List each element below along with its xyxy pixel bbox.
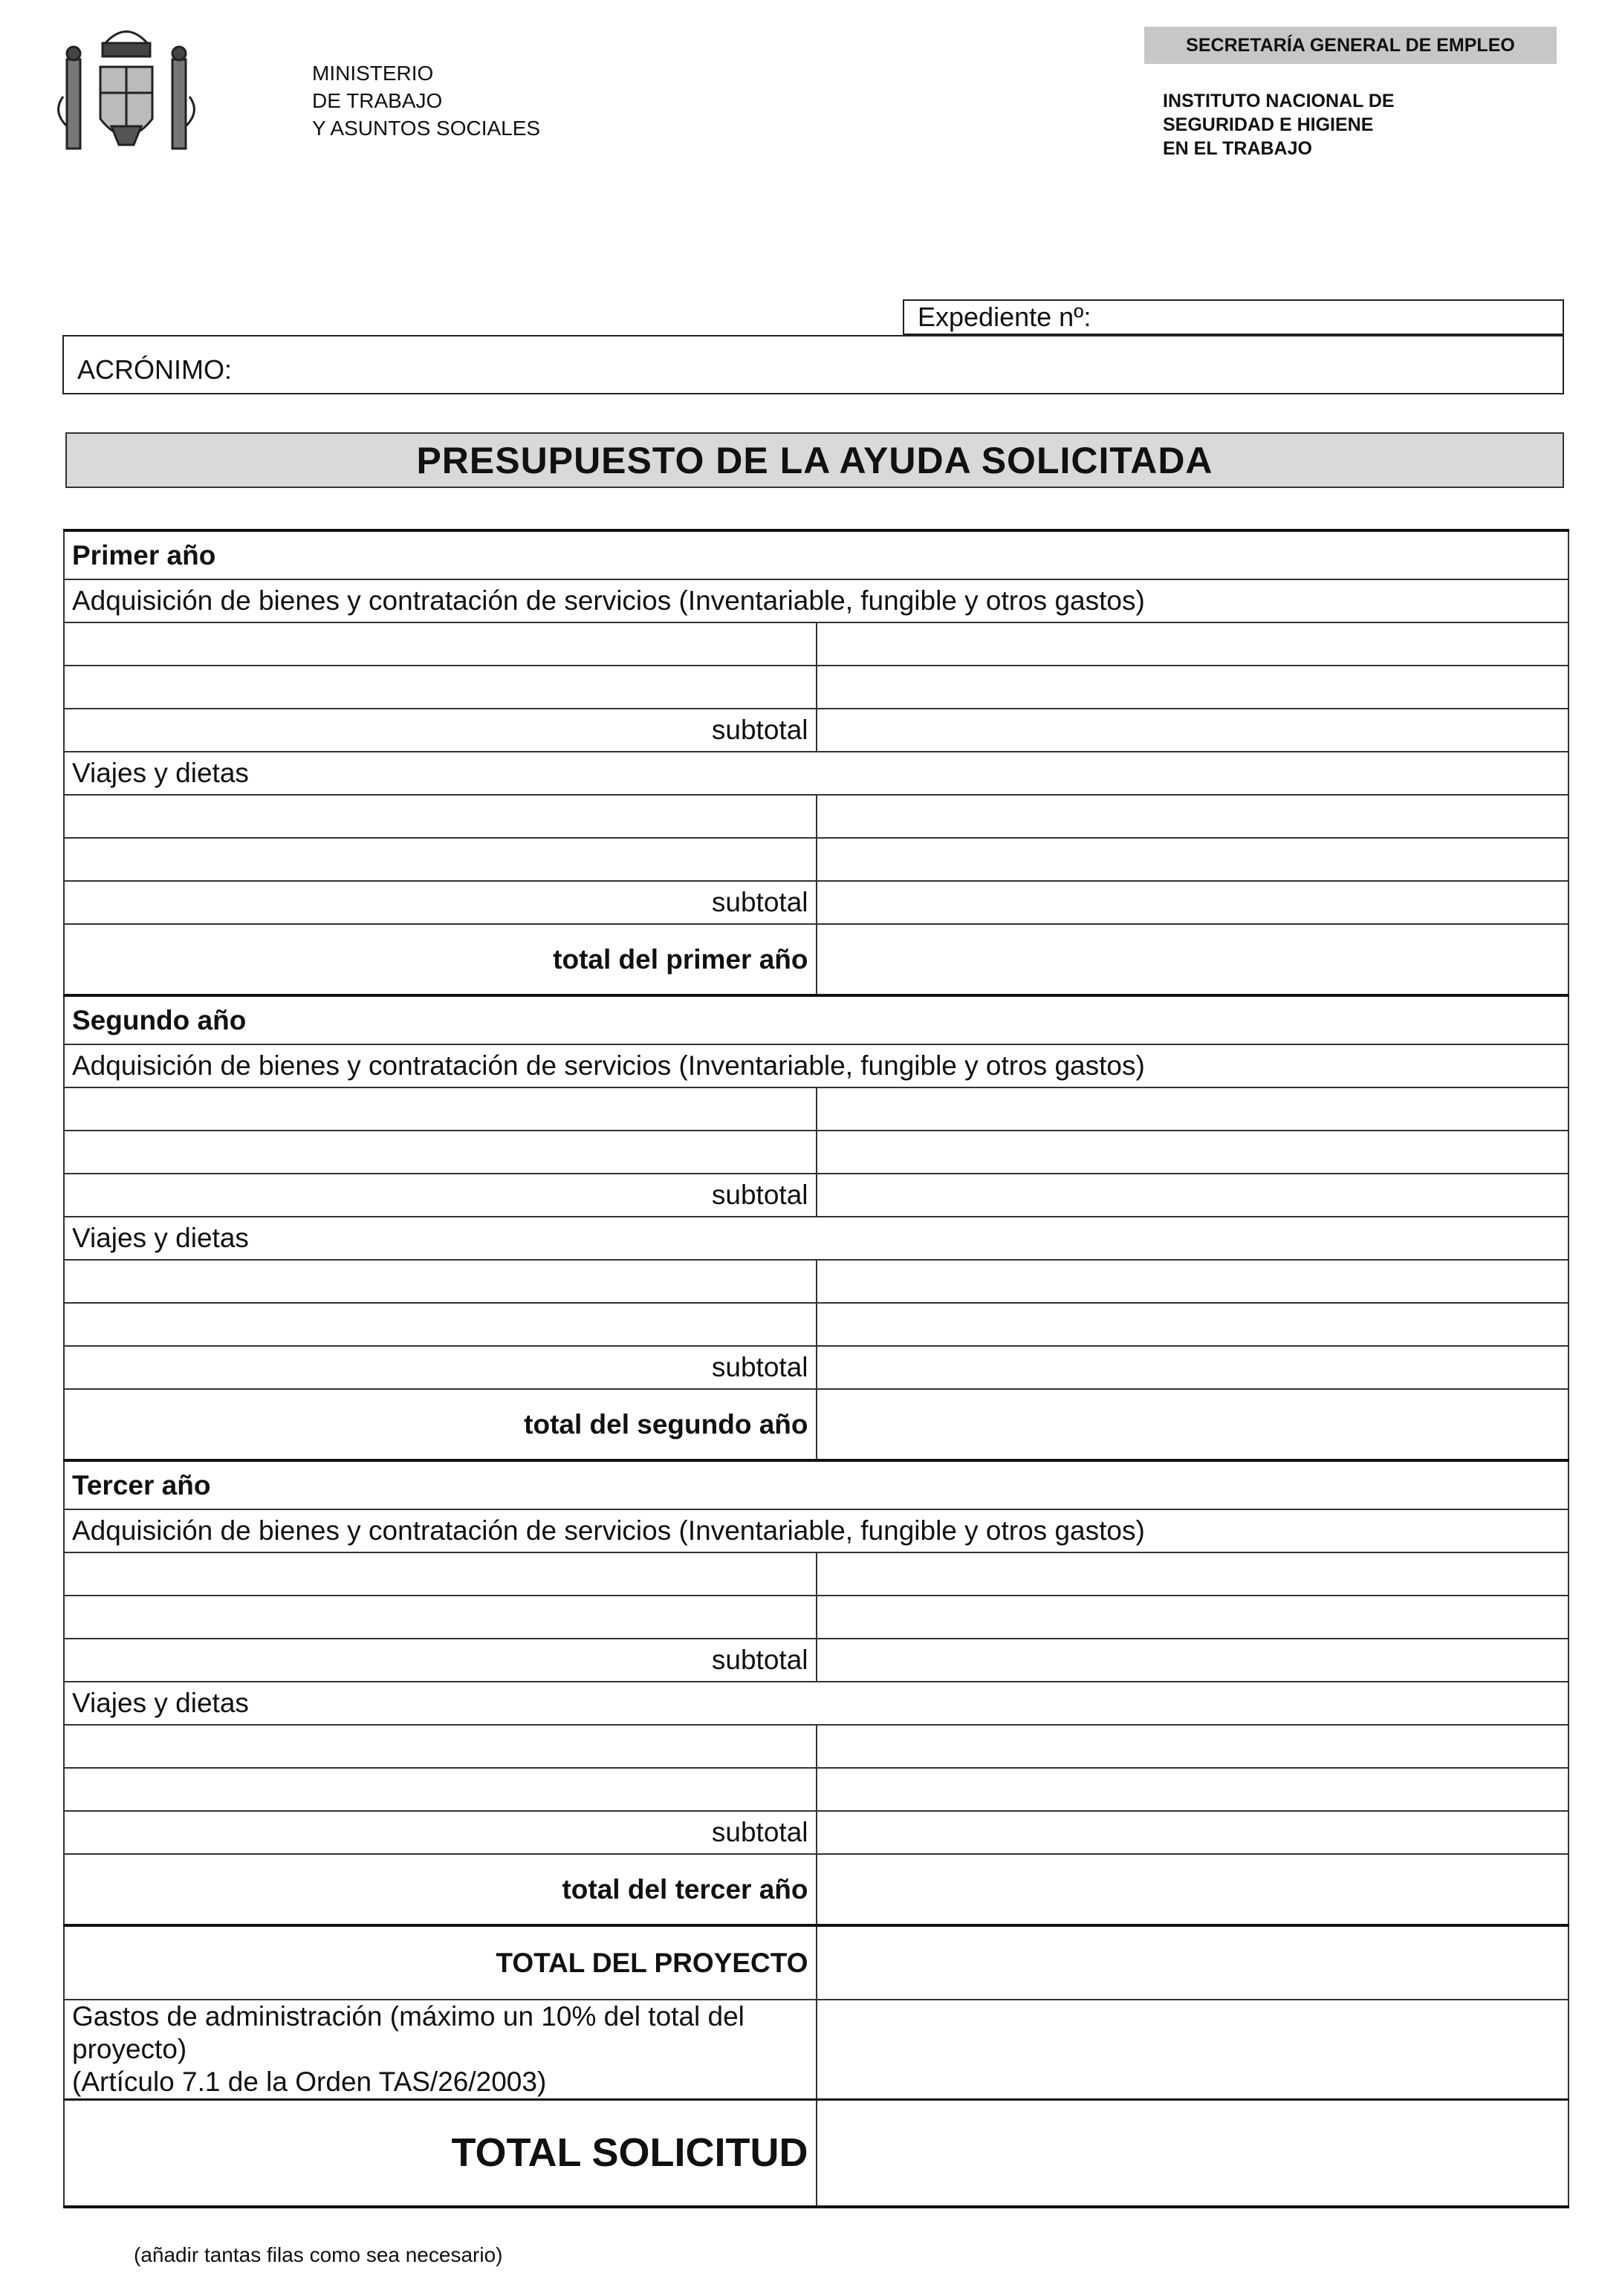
ministry-line: Y ASUNTOS SOCIALES xyxy=(312,117,541,140)
admin-costs-reference: (Artículo 7.1 de la Orden TAS/26/2003) xyxy=(72,2066,547,2097)
subtotal-amount-cell[interactable] xyxy=(817,1346,1569,1389)
entry-row xyxy=(64,1303,1569,1346)
subtotal-label: subtotal xyxy=(64,1346,817,1389)
ministry-line: MINISTERIO xyxy=(312,62,434,85)
entry-row xyxy=(64,622,1569,666)
category-label: Adquisición de bienes y contratación de servicios (Inventariable, fungible y otros gastos) xyxy=(64,1044,1569,1087)
subtotal-label: subtotal xyxy=(64,1811,817,1854)
acronimo-field[interactable]: ACRÓNIMO: xyxy=(62,335,1564,394)
entry-amount-cell[interactable] xyxy=(817,1596,1569,1639)
year-total-amount-cell[interactable] xyxy=(817,924,1569,995)
year-total-row xyxy=(64,1389,1569,1460)
category-row xyxy=(64,752,1569,795)
category-row xyxy=(64,1682,1569,1725)
entry-row xyxy=(64,1725,1569,1768)
form-title: PRESUPUESTO DE LA AYUDA SOLICITADA xyxy=(65,432,1564,488)
year-heading-row xyxy=(64,530,1569,579)
year-total-amount-cell[interactable] xyxy=(817,1389,1569,1460)
entry-description-cell[interactable] xyxy=(64,1768,817,1811)
subtotal-amount-cell[interactable] xyxy=(817,1811,1569,1854)
year-total-row xyxy=(64,924,1569,995)
category-row xyxy=(64,579,1569,622)
subtotal-amount-cell[interactable] xyxy=(817,881,1569,924)
ministry-line: DE TRABAJO xyxy=(312,89,443,112)
subtotal-row xyxy=(64,1346,1569,1389)
project-total-row xyxy=(64,1925,1569,2000)
admin-costs-label xyxy=(64,2000,817,2100)
subtotal-row xyxy=(64,1811,1569,1854)
subtotal-amount-cell[interactable] xyxy=(817,1639,1569,1682)
year-total-amount-cell[interactable] xyxy=(817,1854,1569,1925)
subtotal-row xyxy=(64,881,1569,924)
year-heading: Primer año xyxy=(64,530,1569,579)
category-label: Adquisición de bienes y contratación de servicios (Inventariable, fungible y otros gastos) xyxy=(64,579,1569,622)
entry-row xyxy=(64,838,1569,881)
request-total-amount-cell[interactable] xyxy=(817,2100,1569,2207)
institute-line: EN EL TRABAJO xyxy=(1163,138,1312,159)
year-heading-row xyxy=(64,1460,1569,1509)
project-total-amount-cell[interactable] xyxy=(817,1925,1569,2000)
entry-amount-cell[interactable] xyxy=(817,666,1569,709)
entry-description-cell[interactable] xyxy=(64,666,817,709)
institute-name xyxy=(1163,89,1395,160)
year-total-label: total del tercer año xyxy=(64,1854,817,1925)
subtotal-row xyxy=(64,1174,1569,1217)
entry-row xyxy=(64,1260,1569,1303)
admin-costs-amount-cell[interactable] xyxy=(817,2000,1569,2100)
footnote: (añadir tantas filas como sea necesario) xyxy=(134,2243,503,2266)
entry-description-cell[interactable] xyxy=(64,1725,817,1768)
entry-row xyxy=(64,795,1569,838)
institute-line: INSTITUTO NACIONAL DE xyxy=(1163,91,1395,111)
year-total-row xyxy=(64,1854,1569,1925)
category-label: Viajes y dietas xyxy=(64,752,1569,795)
subtotal-row xyxy=(64,1639,1569,1682)
entry-description-cell[interactable] xyxy=(64,795,817,838)
category-label: Viajes y dietas xyxy=(64,1682,1569,1725)
subtotal-row xyxy=(64,709,1569,752)
entry-description-cell[interactable] xyxy=(64,1087,817,1131)
category-row xyxy=(64,1217,1569,1260)
entry-amount-cell[interactable] xyxy=(817,1260,1569,1303)
year-total-label: total del primer año xyxy=(64,924,817,995)
entry-amount-cell[interactable] xyxy=(817,795,1569,838)
entry-description-cell[interactable] xyxy=(64,1552,817,1596)
budget-table xyxy=(63,529,1569,2208)
year-heading-row xyxy=(64,995,1569,1044)
year-total-label: total del segundo año xyxy=(64,1389,817,1460)
secretaria-banner: SECRETARÍA GENERAL DE EMPLEO xyxy=(1144,27,1557,64)
entry-description-cell[interactable] xyxy=(64,1260,817,1303)
entry-amount-cell[interactable] xyxy=(817,1552,1569,1596)
entry-amount-cell[interactable] xyxy=(817,838,1569,881)
request-total-row xyxy=(64,2100,1569,2207)
entry-row xyxy=(64,666,1569,709)
subtotal-label: subtotal xyxy=(64,881,817,924)
category-row xyxy=(64,1509,1569,1552)
subtotal-label: subtotal xyxy=(64,1174,817,1217)
subtotal-amount-cell[interactable] xyxy=(817,709,1569,752)
year-heading: Tercer año xyxy=(64,1460,1569,1509)
entry-amount-cell[interactable] xyxy=(817,1725,1569,1768)
coat-of-arms-icon xyxy=(52,15,201,167)
entry-description-cell[interactable] xyxy=(64,622,817,666)
ministry-name xyxy=(312,59,540,142)
institute-line: SEGURIDAD E HIGIENE xyxy=(1163,114,1374,135)
category-label: Adquisición de bienes y contratación de servicios (Inventariable, fungible y otros gastos) xyxy=(64,1509,1569,1552)
entry-description-cell[interactable] xyxy=(64,1131,817,1174)
entry-description-cell[interactable] xyxy=(64,1303,817,1346)
entry-row xyxy=(64,1596,1569,1639)
subtotal-amount-cell[interactable] xyxy=(817,1174,1569,1217)
entry-amount-cell[interactable] xyxy=(817,622,1569,666)
entry-row xyxy=(64,1552,1569,1596)
admin-costs-line: Gastos de administración (máximo un 10% del total del proyecto) xyxy=(72,2001,745,2064)
year-heading: Segundo año xyxy=(64,995,1569,1044)
category-label: Viajes y dietas xyxy=(64,1217,1569,1260)
request-total-label: TOTAL SOLICITUD xyxy=(64,2100,817,2207)
expediente-field[interactable]: Expediente nº: xyxy=(903,299,1564,335)
entry-amount-cell[interactable] xyxy=(817,1131,1569,1174)
entry-amount-cell[interactable] xyxy=(817,1303,1569,1346)
admin-costs-row xyxy=(64,2000,1569,2100)
entry-row xyxy=(64,1131,1569,1174)
entry-row xyxy=(64,1768,1569,1811)
entry-amount-cell[interactable] xyxy=(817,1768,1569,1811)
project-total-label: TOTAL DEL PROYECTO xyxy=(64,1925,817,2000)
entry-description-cell[interactable] xyxy=(64,1596,817,1639)
entry-row xyxy=(64,1087,1569,1131)
subtotal-label: subtotal xyxy=(64,709,817,752)
category-row xyxy=(64,1044,1569,1087)
subtotal-label: subtotal xyxy=(64,1639,817,1682)
entry-description-cell[interactable] xyxy=(64,838,817,881)
entry-amount-cell[interactable] xyxy=(817,1087,1569,1131)
